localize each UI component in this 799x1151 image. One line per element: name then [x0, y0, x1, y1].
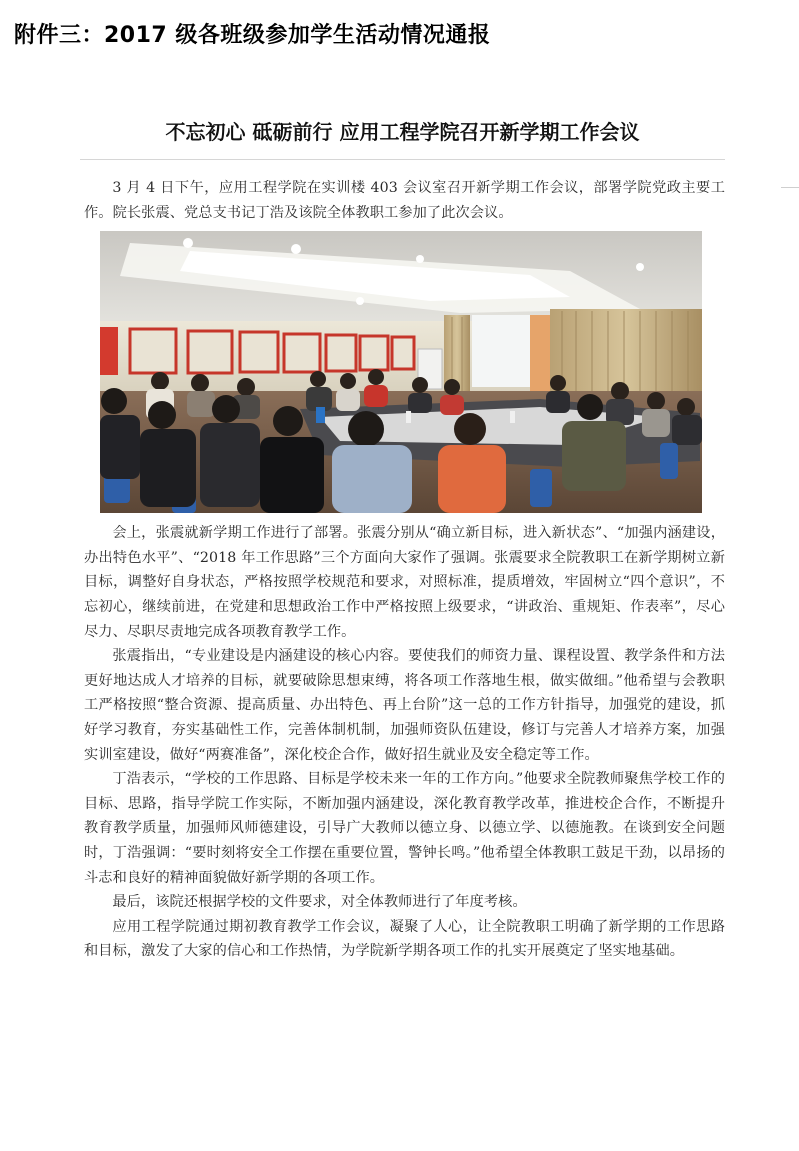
meeting-room-image [100, 231, 702, 513]
meeting-photo [100, 231, 702, 513]
article-body [84, 176, 725, 964]
margin-mark [781, 187, 799, 188]
paragraph-ding-speech: 丁浩表示，“学校的工作思路、目标是学校未来一年的工作方向。”他要求全院教师聚焦学校工作的目标、思路，指导学院工作实际，不断加强内涵建设，深化教育教学改革，推进校企合作，不断提升教育教学质量，加强师风师德建设，引导广大教师以德立身、以德立学、以德施教。在谈到安全问题时，丁浩强调：“要时刻将安全工作摆在重要位置，警钟长鸣。”他希望全体教职工鼓足干劲，以昂扬的斗志和良好的精神面貌做好新学期的各项工作。 [84, 771, 725, 886]
attachment-title: 附件三：2017 级各班级参加学生活动情况通报 [14, 23, 491, 48]
paragraph-zhang-speech: 张震指出，“专业建设是内涵建设的核心内容。要使我们的师资力量、课程设置、教学条件和方法更好地达成人才培养的目标，就要破除思想束缚，将各项工作落地生根，做实做细。”他希望与会教职工严格按照“整合资源、提高质量、办出特色、再上台阶”这一总的工作方针指导，加强党的建设，抓好学习教育，夯实基础性工作，完善体制机制，加强师资队伍建设，修订与完善人才培养方案，加强实训室建设，做好“两赛准备”，深化校企合作，做好招生就业及安全稳定等工作。 [84, 648, 725, 763]
title-divider [80, 159, 725, 160]
paragraph-deployment: 会上，张震就新学期工作进行了部署。张震分别从“确立新目标，进入新状态”、“加强内涵建设，办出特色水平”、“2018 年工作思路”三个方面向大家作了强调。张震要求全院教职工在新学期树立新目标，调整好自身状态，严格按照学校规范和要求，对照标准，提质增效，牢固树立“四个意识”，不忘初心，继续前进，在党建和思想政治工作中严格按照上级要求，“讲政治、重规矩、作表率”，尽心尽力、尽职尽责地完成各项教育教学工作。 [84, 525, 725, 640]
article-title: 不忘初心 砥砺前行 应用工程学院召开新学期工作会议 [165, 120, 640, 144]
paragraph-intro: 3 月 4 日下午，应用工程学院在实训楼 403 会议室召开新学期工作会议，部署学院党政主要工作。院长张震、党总支书记丁浩及该院全体教职工参加了此次会议。 [84, 180, 725, 221]
paragraph-conclusion: 应用工程学院通过期初教育教学工作会议，凝聚了人心，让全院教职工明确了新学期的工作思路和目标，激发了大家的信心和工作热情，为学院新学期各项工作的扎实开展奠定了坚实地基础。 [84, 918, 725, 960]
paragraph-assessment: 最后，该院还根据学校的文件要求，对全体教师进行了年度考核。 [112, 894, 527, 911]
